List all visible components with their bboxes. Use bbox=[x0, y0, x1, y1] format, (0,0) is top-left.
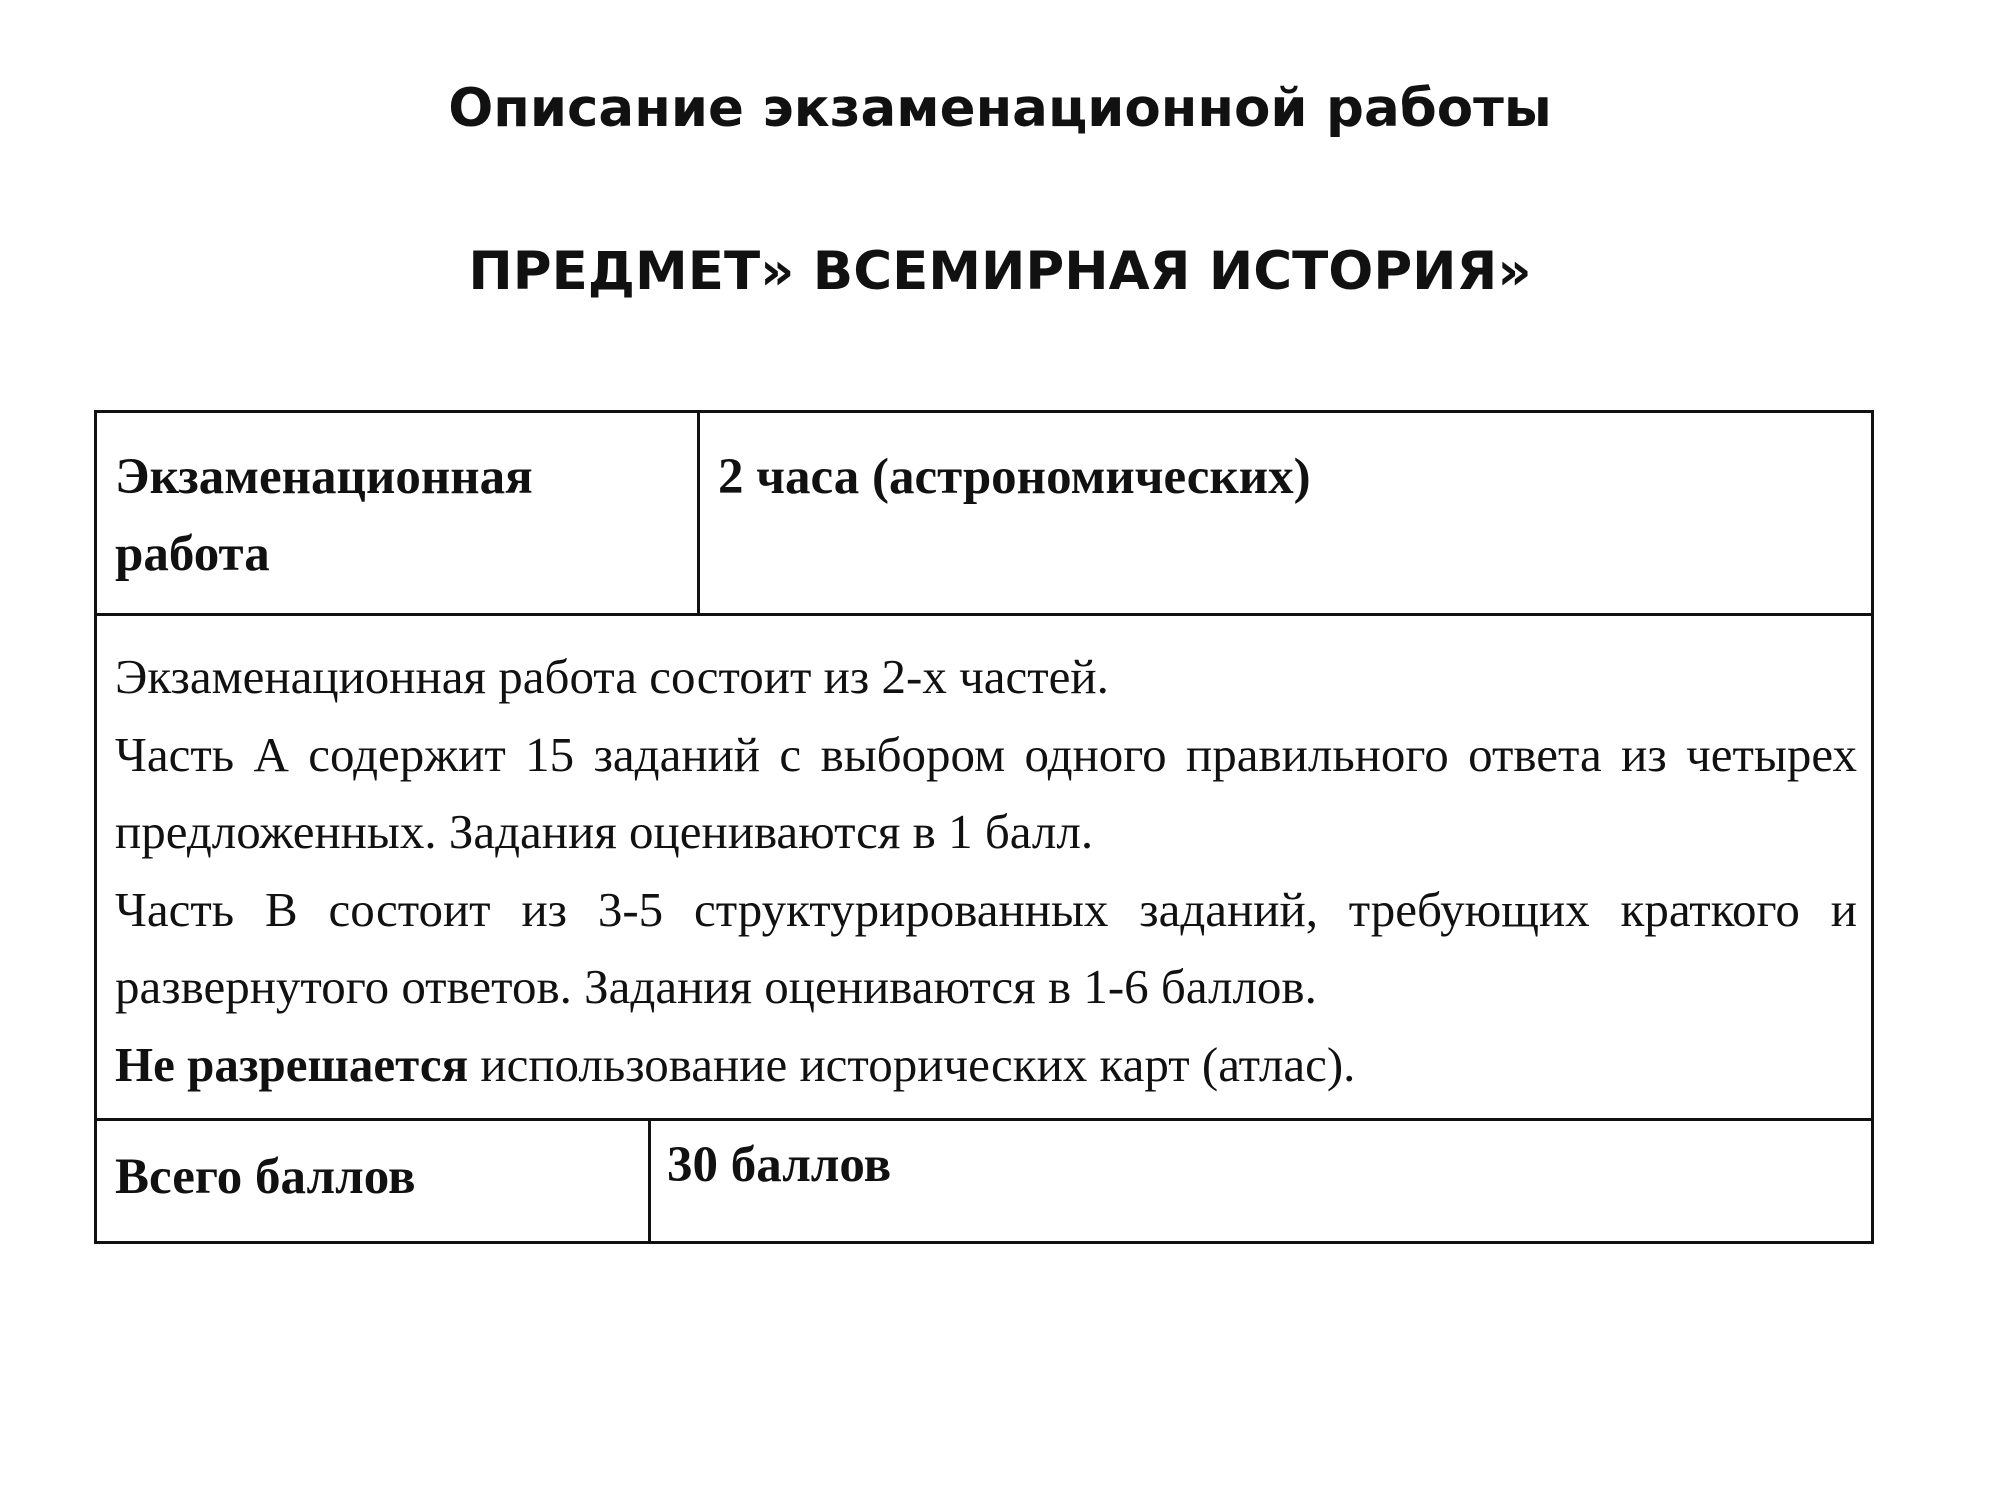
restriction-rest: использование исторических карт (атлас). bbox=[468, 1036, 1356, 1092]
exam-description bbox=[97, 616, 1871, 1118]
parts-intro-text: Экзаменационная работа состоит из 2-х частей. bbox=[115, 649, 1109, 704]
exam-info-table bbox=[94, 410, 1874, 1244]
total-points-value: 30 баллов bbox=[667, 1137, 892, 1193]
part-b-text: Часть В состоит из 3-5 структурированных заданий, требующих краткого и развернутого ответов. Задания оцениваются в 1-6 баллов. bbox=[115, 881, 1857, 1014]
restriction-emphasis: Не разрешается bbox=[115, 1036, 469, 1092]
duration-value: 2 часа (астрономических) bbox=[718, 449, 1311, 505]
total-points-label: Всего баллов bbox=[115, 1149, 416, 1205]
duration-label: Экзаменационная работа bbox=[115, 449, 533, 582]
subject-title: ПРЕДМЕТ» ВСЕМИРНАЯ ИСТОРИЯ» bbox=[468, 241, 1532, 302]
part-a-text: Часть А содержит 15 заданий с выбором одного правильного ответа из четырех предложенных. Задания оцениваются в 1 балл. bbox=[115, 726, 1857, 859]
restriction-text bbox=[115, 1026, 1857, 1104]
page-title: Описание экзаменационной работы bbox=[448, 78, 1552, 139]
